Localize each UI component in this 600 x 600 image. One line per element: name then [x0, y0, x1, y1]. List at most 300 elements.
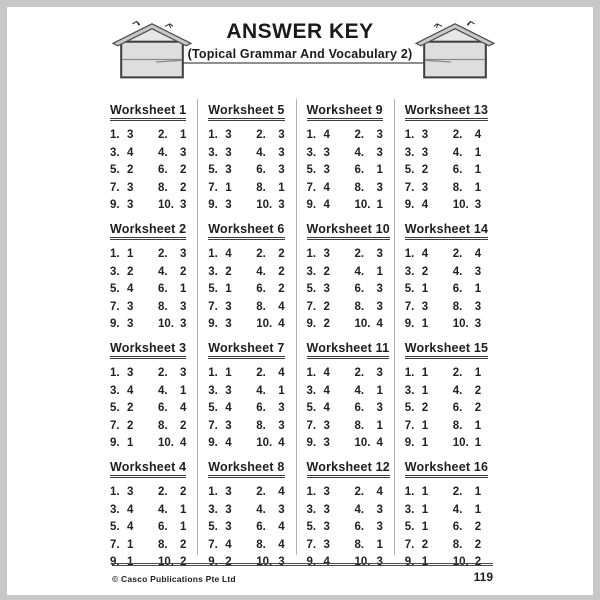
question-number: 3.	[306, 146, 317, 159]
answer-value: 1	[421, 283, 429, 295]
answer-row	[208, 283, 295, 296]
question-number: 6.	[354, 521, 365, 533]
answer-value: 4	[421, 199, 429, 211]
question-number: 9.	[208, 556, 218, 568]
answer-row	[208, 301, 295, 314]
question-number: 9.	[404, 437, 415, 449]
answer-value: 1	[180, 521, 187, 533]
question-number: 1.	[208, 486, 218, 498]
question-number: 5.	[208, 283, 218, 295]
answer-value: 1	[376, 265, 383, 278]
answer-value: 2	[421, 402, 429, 414]
question-number: 5.	[110, 521, 120, 533]
question-number: 2.	[354, 129, 365, 141]
answer-row	[405, 266, 492, 279]
answer-row	[307, 301, 394, 314]
question-number: 1.	[208, 248, 218, 260]
question-number: 10.	[158, 199, 174, 211]
answer-value: 3	[225, 300, 232, 313]
answer-row	[208, 437, 295, 450]
answer-row	[307, 248, 394, 261]
answer-row	[307, 283, 394, 296]
worksheet-answers	[405, 129, 492, 212]
question-number: 6.	[158, 521, 168, 533]
answer-row	[208, 385, 295, 398]
answer-row	[208, 129, 295, 142]
answer-value: 4	[323, 384, 330, 397]
question-number: 10.	[452, 437, 469, 449]
answer-value: 3	[474, 199, 482, 211]
question-number: 4.	[158, 265, 168, 278]
answer-row	[110, 164, 197, 177]
answer-value: 2	[421, 164, 429, 176]
answer-value: 2	[278, 265, 285, 278]
answer-value: 4	[127, 146, 134, 159]
worksheet-title: Worksheet 7	[208, 341, 284, 359]
answer-value: 4	[323, 367, 330, 379]
answer-value: 1	[278, 384, 285, 397]
answer-value: 4	[421, 248, 429, 260]
answer-row	[208, 147, 295, 160]
question-number: 9.	[404, 199, 415, 211]
question-number: 3.	[404, 503, 415, 516]
worksheet-block	[405, 101, 492, 212]
question-number: 2.	[256, 248, 266, 260]
answer-value: 2	[180, 181, 187, 194]
answer-value: 3	[278, 199, 285, 211]
question-number: 5.	[110, 283, 120, 295]
worksheet-answers	[405, 248, 492, 331]
answer-value: 1	[421, 318, 429, 330]
question-number: 8.	[452, 419, 463, 432]
answer-value: 3	[376, 402, 383, 414]
question-number: 5.	[306, 521, 317, 533]
answer-value: 1	[180, 283, 187, 295]
answer-value: 2	[323, 300, 330, 313]
answer-row	[307, 486, 394, 499]
answer-row	[208, 318, 295, 331]
worksheet-column	[296, 99, 394, 568]
answer-value: 3	[376, 146, 383, 159]
question-number: 5.	[110, 164, 120, 176]
answer-row	[208, 486, 295, 499]
answer-value: 1	[474, 503, 482, 516]
question-number: 4.	[158, 384, 168, 397]
answer-row	[110, 539, 197, 552]
question-number: 5.	[208, 402, 218, 414]
worksheet-block	[110, 339, 197, 450]
answer-value: 3	[225, 521, 232, 533]
answer-row	[110, 504, 197, 517]
question-number: 2.	[158, 248, 168, 260]
answer-value: 4	[278, 367, 285, 379]
answer-value: 1	[180, 384, 187, 397]
answer-value: 1	[474, 181, 482, 194]
question-number: 3.	[208, 265, 218, 278]
question-number: 2.	[452, 367, 463, 379]
question-number: 3.	[404, 146, 415, 159]
answer-value: 3	[225, 318, 232, 330]
worksheet-answers	[110, 129, 197, 212]
answer-row	[307, 129, 394, 142]
answer-value: 2	[127, 402, 134, 414]
copyright-text: © Casco Publications Pte Ltd	[112, 574, 236, 584]
answer-value: 4	[225, 402, 232, 414]
worksheet-block	[405, 458, 492, 569]
question-number: 2.	[354, 367, 365, 379]
answer-value: 4	[127, 503, 134, 516]
answer-row	[110, 385, 197, 398]
question-number: 3.	[306, 384, 317, 397]
question-number: 2.	[256, 367, 266, 379]
answer-value: 3	[278, 503, 285, 516]
worksheet-title: Worksheet 12	[307, 460, 390, 478]
page-header	[7, 7, 593, 95]
question-number: 9.	[306, 437, 317, 449]
worksheet-grid	[108, 99, 492, 568]
answer-value: 2	[323, 265, 330, 278]
answer-value: 2	[127, 419, 134, 432]
answer-value: 1	[421, 419, 429, 432]
answer-value: 3	[225, 164, 232, 176]
answer-value: 1	[421, 367, 429, 379]
answer-value: 3	[225, 384, 232, 397]
question-number: 2.	[354, 486, 365, 498]
question-number: 3.	[110, 265, 120, 278]
question-number: 7.	[208, 300, 218, 313]
answer-value: 4	[278, 300, 285, 313]
question-number: 8.	[452, 538, 463, 551]
answer-row	[208, 164, 295, 177]
question-number: 8.	[354, 538, 365, 551]
answer-row	[405, 539, 492, 552]
answer-value: 3	[376, 129, 383, 141]
question-number: 2.	[158, 486, 168, 498]
answer-value: 1	[421, 521, 429, 533]
answer-value: 2	[474, 538, 482, 551]
answer-value: 4	[474, 248, 482, 260]
answer-value: 3	[180, 199, 187, 211]
answer-row	[307, 539, 394, 552]
answer-row	[110, 367, 197, 380]
answer-value: 3	[376, 248, 383, 260]
answer-value: 2	[180, 419, 187, 432]
answer-row	[307, 147, 394, 160]
answer-row	[208, 521, 295, 534]
question-number: 4.	[452, 384, 463, 397]
answer-value: 3	[225, 199, 232, 211]
answer-value: 3	[323, 419, 330, 432]
question-number: 5.	[404, 402, 415, 414]
worksheet-title: Worksheet 1	[110, 103, 186, 121]
answer-value: 4	[180, 402, 187, 414]
worksheet-answers	[110, 248, 197, 331]
page-title: ANSWER KEY	[226, 20, 374, 43]
answer-value: 3	[278, 146, 285, 159]
question-number: 7.	[110, 419, 120, 432]
answer-value: 3	[127, 199, 134, 211]
question-number: 1.	[306, 248, 317, 260]
answer-value: 1	[127, 556, 134, 568]
question-number: 4.	[452, 265, 463, 278]
question-number: 8.	[354, 181, 365, 194]
question-number: 4.	[452, 503, 463, 516]
answer-value: 1	[474, 146, 482, 159]
question-number: 8.	[256, 419, 266, 432]
answer-row	[208, 402, 295, 415]
worksheet-title: Worksheet 13	[405, 103, 488, 121]
question-number: 1.	[404, 248, 415, 260]
answer-value: 2	[180, 164, 187, 176]
answer-value: 1	[127, 248, 134, 260]
answer-row	[307, 504, 394, 517]
answer-row	[307, 437, 394, 450]
question-number: 7.	[306, 538, 317, 551]
answer-value: 1	[127, 437, 134, 449]
answer-row	[110, 266, 197, 279]
question-number: 1.	[110, 486, 120, 498]
answer-row	[208, 199, 295, 212]
answer-value: 2	[180, 265, 187, 278]
answer-value: 2	[127, 164, 134, 176]
answer-row	[307, 385, 394, 398]
worksheet-block	[307, 101, 394, 212]
answer-row	[208, 182, 295, 195]
question-number: 10.	[452, 199, 469, 211]
question-number: 7.	[306, 300, 317, 313]
answer-value: 4	[323, 199, 330, 211]
answer-value: 4	[225, 538, 232, 551]
answer-row	[307, 182, 394, 195]
answer-value: 3	[180, 248, 187, 260]
question-number: 8.	[158, 419, 168, 432]
answer-value: 3	[180, 367, 187, 379]
question-number: 2.	[158, 129, 168, 141]
worksheet-block	[110, 101, 197, 212]
worksheet-answers	[110, 367, 197, 450]
question-number: 4.	[256, 265, 266, 278]
answer-value: 2	[474, 521, 482, 533]
answer-value: 4	[376, 437, 383, 449]
worksheet-answers	[307, 129, 394, 212]
question-number: 3.	[208, 146, 218, 159]
question-number: 1.	[306, 129, 317, 141]
question-number: 7.	[110, 538, 120, 551]
answer-row	[208, 420, 295, 433]
answer-value: 1	[474, 419, 482, 432]
question-number: 8.	[256, 181, 266, 194]
worksheet-answers	[110, 486, 197, 569]
question-number: 10.	[158, 437, 174, 449]
worksheet-block	[208, 339, 295, 450]
question-number: 7.	[404, 300, 415, 313]
answer-row	[405, 437, 492, 450]
answer-value: 3	[278, 556, 285, 568]
question-number: 1.	[110, 129, 120, 141]
header-rule-line	[157, 62, 443, 64]
worksheet-title: Worksheet 2	[110, 222, 186, 240]
question-number: 5.	[404, 521, 415, 533]
question-number: 3.	[404, 265, 415, 278]
question-number: 1.	[306, 486, 317, 498]
question-number: 6.	[256, 521, 266, 533]
worksheet-title: Worksheet 3	[110, 341, 186, 359]
answer-value: 3	[278, 402, 285, 414]
answer-row	[405, 318, 492, 331]
answer-value: 1	[180, 503, 187, 516]
answer-row	[110, 521, 197, 534]
answer-value: 3	[323, 503, 330, 516]
question-number: 10.	[354, 318, 371, 330]
answer-row	[405, 129, 492, 142]
question-number: 7.	[110, 181, 120, 194]
question-number: 7.	[404, 538, 415, 551]
worksheet-answers	[208, 486, 295, 569]
question-number: 9.	[110, 437, 120, 449]
answer-key-page	[7, 7, 593, 595]
answer-value: 4	[376, 318, 383, 330]
answer-row	[405, 248, 492, 261]
question-number: 3.	[110, 146, 120, 159]
question-number: 2.	[452, 129, 463, 141]
answer-value: 3	[474, 265, 482, 278]
answer-row	[110, 129, 197, 142]
question-number: 9.	[208, 199, 218, 211]
question-number: 6.	[158, 164, 168, 176]
question-number: 5.	[306, 283, 317, 295]
question-number: 6.	[158, 402, 168, 414]
answer-row	[405, 385, 492, 398]
worksheet-block	[307, 458, 394, 569]
question-number: 7.	[208, 419, 218, 432]
answer-value: 3	[278, 129, 285, 141]
worksheet-answers	[208, 367, 295, 450]
question-number: 4.	[158, 503, 168, 516]
answer-value: 4	[278, 486, 285, 498]
question-number: 3.	[306, 265, 317, 278]
answer-row	[405, 164, 492, 177]
question-number: 7.	[306, 419, 317, 432]
answer-value: 2	[474, 384, 482, 397]
worksheet-title: Worksheet 8	[208, 460, 284, 478]
question-number: 7.	[404, 419, 415, 432]
question-number: 4.	[354, 146, 365, 159]
answer-value: 3	[376, 300, 383, 313]
page-number: 119	[473, 570, 493, 584]
answer-row	[307, 420, 394, 433]
worksheet-block	[405, 339, 492, 450]
question-number: 3.	[110, 384, 120, 397]
question-number: 2.	[452, 486, 463, 498]
answer-value: 4	[278, 538, 285, 551]
question-number: 10.	[452, 556, 469, 568]
question-number: 10.	[354, 199, 371, 211]
question-number: 2.	[354, 248, 365, 260]
answer-value: 3	[376, 367, 383, 379]
answer-row	[307, 199, 394, 212]
answer-value: 3	[127, 129, 134, 141]
answer-value: 3	[376, 556, 383, 568]
worksheet-title: Worksheet 11	[307, 341, 390, 359]
answer-value: 3	[127, 318, 134, 330]
question-number: 8.	[158, 538, 168, 551]
answer-value: 3	[225, 146, 232, 159]
answer-value: 2	[278, 248, 285, 260]
answer-value: 3	[225, 486, 232, 498]
answer-value: 4	[323, 402, 330, 414]
answer-value: 1	[421, 437, 429, 449]
question-number: 9.	[208, 437, 218, 449]
question-number: 10.	[158, 556, 174, 568]
worksheet-block	[208, 220, 295, 331]
answer-value: 3	[421, 146, 429, 159]
answer-row	[405, 147, 492, 160]
answer-value: 4	[278, 521, 285, 533]
answer-row	[405, 486, 492, 499]
question-number: 7.	[404, 181, 415, 194]
answer-row	[405, 283, 492, 296]
answer-row	[405, 504, 492, 517]
worksheet-title: Worksheet 14	[405, 222, 488, 240]
page-subtitle: (Topical Grammar And Vocabulary 2)	[187, 47, 413, 61]
question-number: 10.	[256, 437, 273, 449]
question-number: 4.	[256, 146, 266, 159]
page-footer	[112, 563, 493, 584]
answer-value: 1	[474, 164, 482, 176]
answer-value: 1	[225, 181, 232, 194]
worksheet-answers	[307, 367, 394, 450]
answer-value: 4	[127, 283, 134, 295]
answer-value: 3	[225, 419, 232, 432]
answer-value: 2	[225, 265, 232, 278]
answer-value: 3	[180, 300, 187, 313]
question-number: 2.	[256, 486, 266, 498]
answer-value: 1	[376, 164, 383, 176]
answer-value: 2	[421, 538, 429, 551]
answer-value: 2	[180, 538, 187, 551]
answer-value: 3	[421, 129, 429, 141]
answer-value: 3	[474, 318, 482, 330]
question-number: 8.	[158, 300, 168, 313]
answer-row	[405, 301, 492, 314]
worksheet-title: Worksheet 4	[110, 460, 186, 478]
answer-row	[110, 248, 197, 261]
question-number: 7.	[110, 300, 120, 313]
answer-value: 1	[180, 129, 187, 141]
question-number: 8.	[158, 181, 168, 194]
question-number: 10.	[256, 199, 273, 211]
question-number: 9.	[404, 318, 415, 330]
worksheet-answers	[307, 486, 394, 569]
question-number: 9.	[306, 199, 317, 211]
answer-row	[208, 266, 295, 279]
answer-row	[307, 318, 394, 331]
answer-value: 2	[323, 318, 330, 330]
answer-value: 4	[127, 384, 134, 397]
answer-value: 1	[278, 181, 285, 194]
worksheet-answers	[307, 248, 394, 331]
question-number: 4.	[158, 146, 168, 159]
question-number: 5.	[208, 521, 218, 533]
footer-rule-line	[112, 563, 493, 566]
answer-value: 3	[376, 521, 383, 533]
worksheet-block	[307, 220, 394, 331]
worksheet-title: Worksheet 6	[208, 222, 284, 240]
worksheet-block	[405, 220, 492, 331]
answer-value: 3	[127, 181, 134, 194]
question-number: 9.	[404, 556, 415, 568]
worksheet-title: Worksheet 9	[307, 103, 383, 121]
